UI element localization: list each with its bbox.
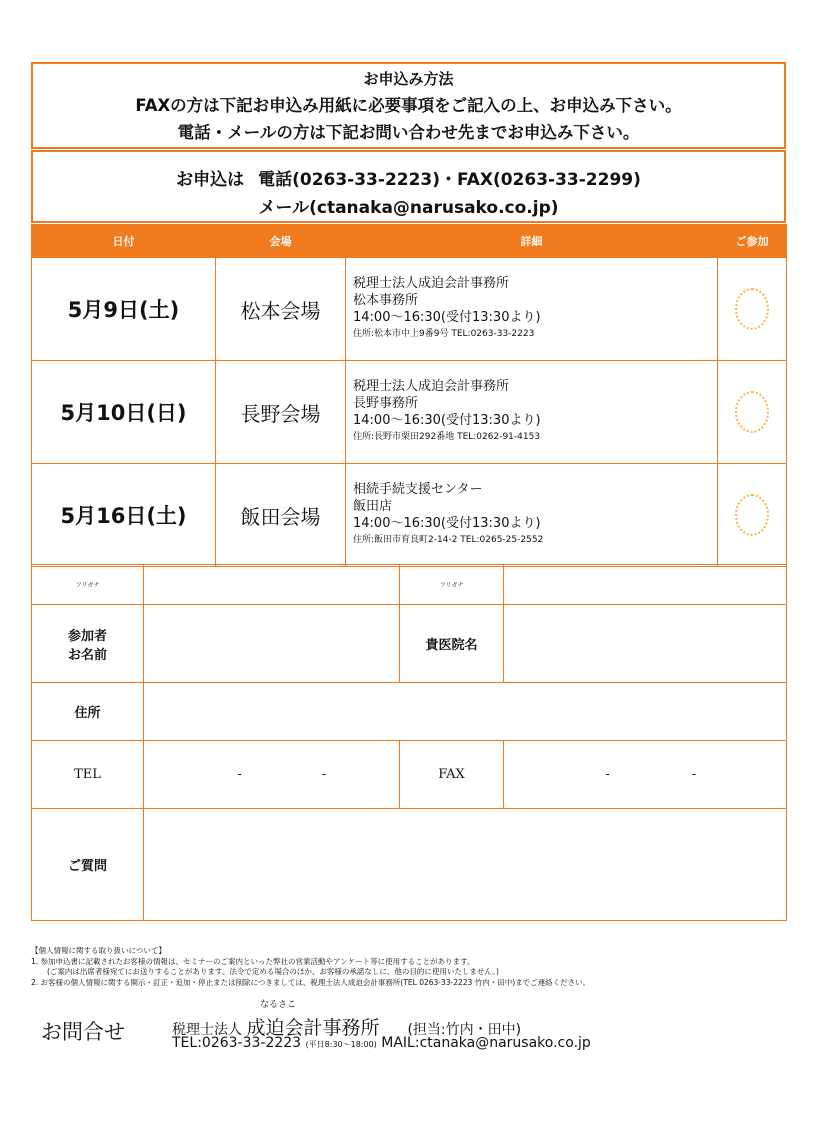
participant-name-input[interactable] (144, 605, 400, 683)
event-time: 14:00〜16:30(受付13:30より) (353, 516, 541, 531)
firm-staff: (担当:竹内・田中) (407, 1022, 522, 1038)
question-label: ご質問 (32, 809, 144, 921)
join-checkbox-iida[interactable] (718, 464, 787, 567)
firm-type: 税理士法人 (172, 1022, 242, 1038)
table-row (32, 258, 787, 361)
header-join: ご参加 (718, 225, 787, 258)
tel-label: TEL (32, 741, 144, 809)
event-time: 14:00〜16:30(受付13:30より) (353, 413, 541, 428)
participant-name-label (32, 605, 144, 683)
seminar-schedule-table (31, 224, 787, 567)
participant-label-line1: 参加者 (67, 628, 107, 644)
fax-label: FAX (400, 741, 504, 809)
inquiry-label: お問合せ (41, 1020, 125, 1044)
event-detail (346, 464, 718, 567)
event-detail (346, 361, 718, 464)
event-detail (346, 258, 718, 361)
method-line-phone: 電話・メールの方は下記お問い合わせ先までお申込み下さい。 (177, 123, 640, 142)
event-date: 5月10日(日) (32, 361, 216, 464)
participant-label-line2: お名前 (67, 647, 107, 663)
event-venue: 長野会場 (216, 361, 346, 464)
event-branch: 飯田店 (353, 499, 393, 514)
contact-prefix: お申込は (176, 170, 245, 190)
firm-contact-line (172, 1035, 591, 1051)
event-address: 住所:飯田市育良町2-14-2 TEL:0265-25-2552 (353, 535, 544, 545)
firm-furigana: なるさこ (260, 1000, 297, 1010)
clinic-furigana-input[interactable] (504, 565, 787, 605)
method-line-fax: FAXの方は下記お申込み用紙に必要事項をご記入の上、お申込み下さい。 (135, 96, 682, 115)
application-method-box (31, 62, 786, 149)
circle-mark-icon (735, 494, 769, 536)
privacy-item-1-note: (ご案内は出席者様宛てにお送りすることがあります。法令で定める場合のほか、お客様の承諾なしに、他の目的に使用いたしません。) (47, 967, 499, 976)
privacy-item-2: 2. お客様の個人情報に関する開示・訂正・追加・停止または削除につきましては、税理士法人成迫会計事務所(TEL 0263-33-2223 竹内・田中)までご連絡ください。 (31, 977, 591, 987)
tel-input[interactable] (144, 741, 400, 809)
table-row (32, 361, 787, 464)
privacy-notice (31, 946, 791, 988)
firm-hours: (平日8:30〜18:00) (305, 1040, 377, 1049)
privacy-heading: 【個人情報に関する取り扱いについて】 (31, 946, 166, 955)
event-date: 5月9日(土) (32, 258, 216, 361)
event-branch: 松本事務所 (353, 293, 419, 308)
contact-mail: メール(ctanaka@narusako.co.jp) (258, 198, 559, 218)
tel-dash-2: - (321, 767, 326, 782)
address-label: 住所 (32, 683, 144, 741)
circle-mark-icon (735, 391, 769, 433)
fax-dash-1: - (605, 767, 610, 782)
event-address: 住所:松本市中上9番9号 TEL:0263-33-2223 (353, 329, 535, 339)
fax-input[interactable] (504, 741, 787, 809)
header-date: 日付 (32, 225, 216, 258)
furigana-label: フリガナ (32, 565, 144, 605)
circle-mark-icon (735, 288, 769, 330)
event-time: 14:00〜16:30(受付13:30より) (353, 310, 541, 325)
table-row (32, 464, 787, 567)
event-branch: 長野事務所 (353, 396, 419, 411)
privacy-item-1: 1. 参加申込書に記載されたお客様の情報は、セミナーのご案内といった弊社の営業活動やアンケート等に使用することがあります。 (31, 956, 475, 966)
clinic-name-input[interactable] (504, 605, 787, 683)
event-date: 5月16日(土) (32, 464, 216, 567)
event-organizer: 相続手続支援センター (353, 482, 483, 497)
firm-mail: MAIL:ctanaka@narusako.co.jp (381, 1035, 591, 1051)
method-title: お申込み方法 (363, 70, 454, 88)
event-venue: 松本会場 (216, 258, 346, 361)
join-checkbox-nagano[interactable] (718, 361, 787, 464)
join-checkbox-matsumoto[interactable] (718, 258, 787, 361)
contact-phone-fax: 電話(0263-33-2223)・FAX(0263-33-2299) (258, 170, 641, 190)
event-organizer: 税理士法人成迫会計事務所 (353, 276, 510, 291)
header-venue: 会場 (216, 225, 346, 258)
firm-tel: TEL:0263-33-2223 (172, 1035, 302, 1051)
tel-dash-1: - (237, 767, 242, 782)
application-form-table (31, 564, 787, 921)
furigana-label: フリガナ (400, 565, 504, 605)
application-contact-box (31, 150, 786, 223)
event-address: 住所:長野市栗田292番地 TEL:0262-91-4153 (353, 432, 541, 442)
event-organizer: 税理士法人成迫会計事務所 (353, 379, 510, 394)
event-venue: 飯田会場 (216, 464, 346, 567)
fax-dash-2: - (691, 767, 696, 782)
name-furigana-input[interactable] (144, 565, 400, 605)
header-detail: 詳細 (346, 225, 718, 258)
question-input[interactable] (144, 809, 787, 921)
firm-name: 成迫会計事務所 (246, 1017, 380, 1039)
address-input[interactable] (144, 683, 787, 741)
clinic-name-label: 貴医院名 (400, 605, 504, 683)
